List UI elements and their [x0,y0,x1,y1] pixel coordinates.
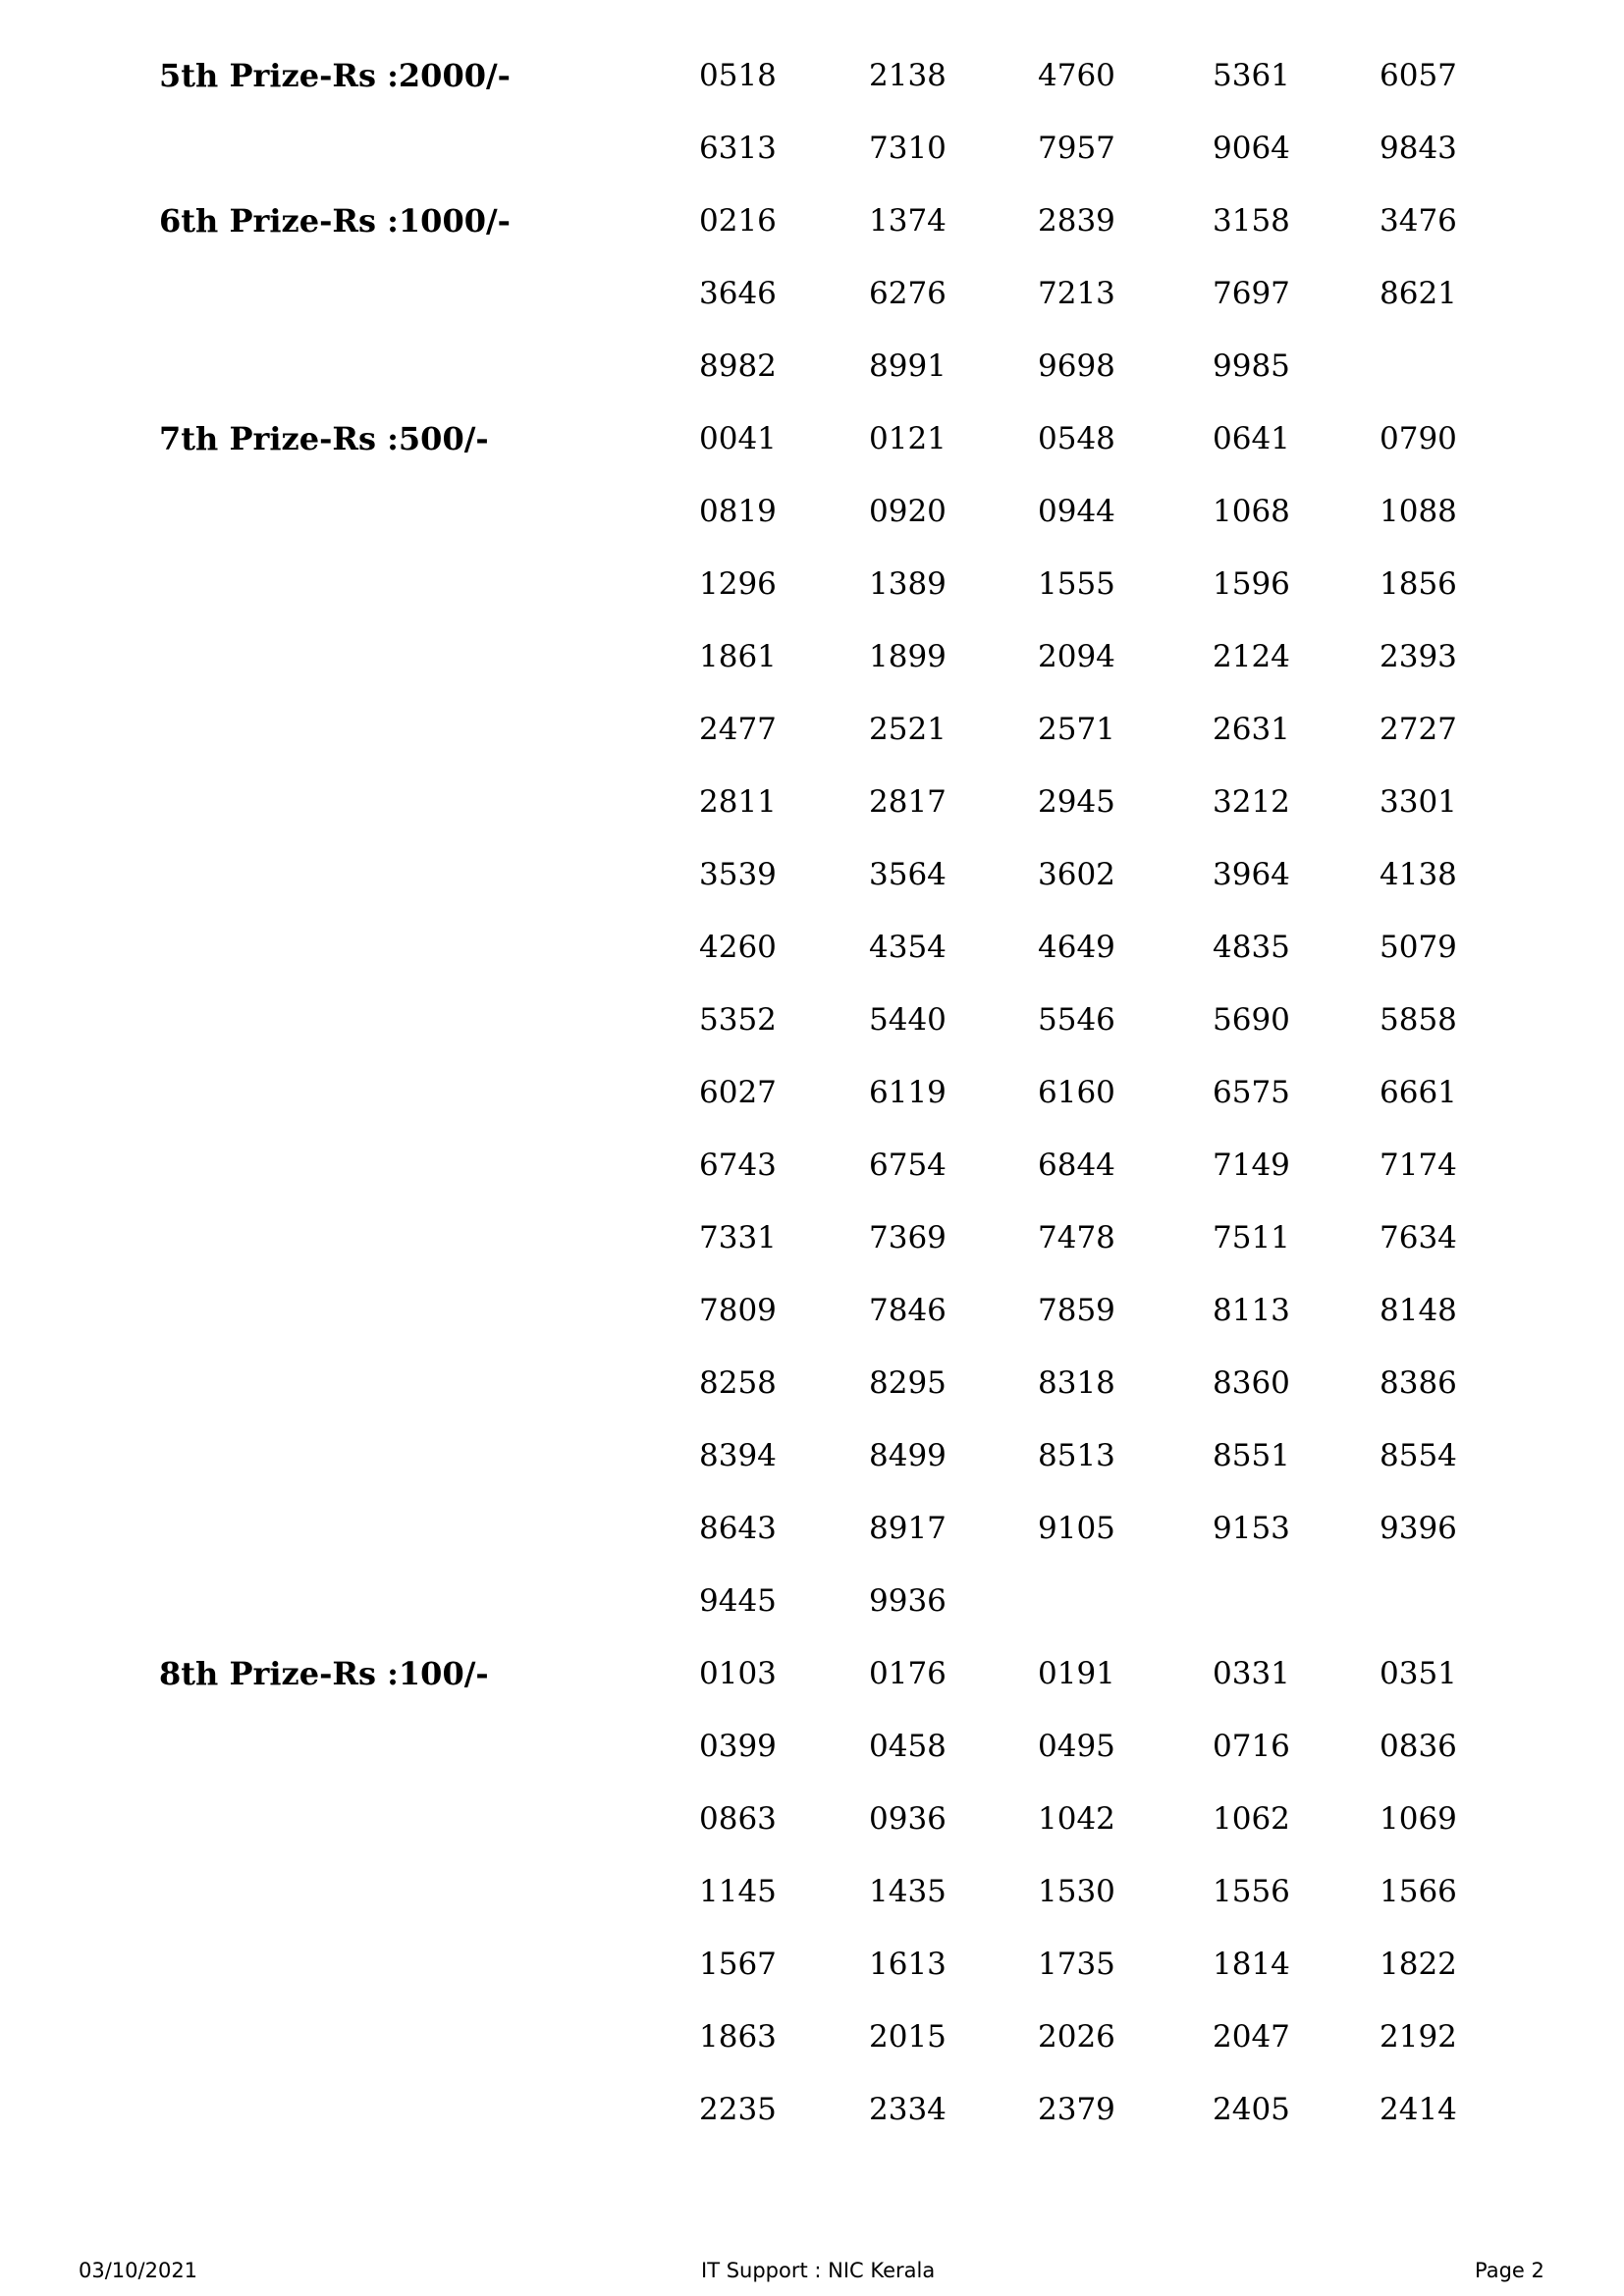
ticket-number: 4354 [869,930,947,965]
ticket-number: 0548 [1038,421,1115,456]
ticket-number: 0641 [1213,421,1290,456]
number-row [159,129,1534,201]
footer-support-text: IT Support : NIC Kerala [701,2259,936,2282]
ticket-number: 1068 [1213,494,1290,529]
ticket-number: 9105 [1038,1511,1115,1546]
ticket-number: 8360 [1213,1365,1290,1401]
ticket-number: 1389 [869,566,947,602]
ticket-number: 1856 [1380,566,1457,602]
ticket-number: 7859 [1038,1293,1115,1328]
ticket-number: 8258 [699,1365,777,1401]
ticket-number: 8551 [1213,1438,1290,1473]
number-row [159,1291,1534,1363]
ticket-number: 2393 [1380,639,1457,674]
number-row [159,1799,1534,1872]
ticket-number: 1899 [869,639,947,674]
page-footer [0,2256,1624,2285]
ticket-number: 0944 [1038,494,1115,529]
prize-section [159,419,1534,1654]
ticket-number: 0103 [699,1656,777,1691]
number-row [159,492,1534,564]
ticket-number: 4835 [1213,930,1290,965]
ticket-number: 5546 [1038,1002,1115,1038]
number-row [159,347,1534,419]
number-row [159,1218,1534,1291]
ticket-number: 1596 [1213,566,1290,602]
ticket-number: 0399 [699,1729,777,1764]
ticket-number: 2945 [1038,784,1115,820]
number-row [159,1073,1534,1146]
ticket-number: 3476 [1380,203,1457,239]
ticket-number: 7697 [1213,276,1290,311]
ticket-number: 2015 [869,2019,947,2055]
ticket-number: 1613 [869,1947,947,1982]
ticket-number: 9445 [699,1583,777,1619]
ticket-number: 0819 [699,494,777,529]
ticket-number: 0351 [1380,1656,1457,1691]
number-row [159,710,1534,782]
ticket-number: 1145 [699,1874,777,1909]
ticket-number: 1735 [1038,1947,1115,1982]
ticket-number: 7331 [699,1220,777,1255]
ticket-number: 8386 [1380,1365,1457,1401]
ticket-number: 6313 [699,131,777,166]
ticket-number: 8318 [1038,1365,1115,1401]
ticket-number: 1088 [1380,494,1457,529]
ticket-number: 7809 [699,1293,777,1328]
ticket-number: 3539 [699,857,777,892]
ticket-number: 4260 [699,930,777,965]
ticket-number: 2631 [1213,712,1290,747]
ticket-number: 0121 [869,421,947,456]
ticket-number: 1296 [699,566,777,602]
ticket-number: 1062 [1213,1801,1290,1837]
ticket-number: 5690 [1213,1002,1290,1038]
ticket-number: 0458 [869,1729,947,1764]
ticket-number: 3212 [1213,784,1290,820]
number-row [159,637,1534,710]
ticket-number: 3602 [1038,857,1115,892]
ticket-number: 6743 [699,1148,777,1183]
number-row [159,855,1534,928]
ticket-number: 7511 [1213,1220,1290,1255]
ticket-number: 0518 [699,58,777,93]
ticket-number: 4760 [1038,58,1115,93]
ticket-number: 2192 [1380,2019,1457,2055]
number-row [159,1363,1534,1436]
ticket-number: 8295 [869,1365,947,1401]
ticket-number: 1863 [699,2019,777,2055]
ticket-number: 2521 [869,712,947,747]
ticket-number: 2727 [1380,712,1457,747]
prize-section [159,56,1534,201]
ticket-number: 0176 [869,1656,947,1691]
ticket-number: 8554 [1380,1438,1457,1473]
ticket-number: 0863 [699,1801,777,1837]
ticket-number: 9064 [1213,131,1290,166]
ticket-number: 8621 [1380,276,1457,311]
ticket-number: 2839 [1038,203,1115,239]
ticket-number: 0716 [1213,1729,1290,1764]
ticket-number: 6754 [869,1148,947,1183]
ticket-number: 2026 [1038,2019,1115,2055]
ticket-number: 0331 [1213,1656,1290,1691]
ticket-number: 3564 [869,857,947,892]
ticket-number: 2138 [869,58,947,93]
ticket-number: 8917 [869,1511,947,1546]
ticket-number: 8991 [869,348,947,384]
ticket-number: 2047 [1213,2019,1290,2055]
number-row [159,274,1534,347]
ticket-number: 2571 [1038,712,1115,747]
prize-title: 8th Prize-Rs :100/- [159,1655,489,1692]
ticket-number: 7310 [869,131,947,166]
ticket-number: 8394 [699,1438,777,1473]
prize-section [159,201,1534,419]
ticket-number: 2405 [1213,2092,1290,2127]
number-row [159,56,1534,129]
ticket-number: 9698 [1038,348,1115,384]
ticket-number: 5440 [869,1002,947,1038]
ticket-number: 1530 [1038,1874,1115,1909]
ticket-number: 6661 [1380,1075,1457,1110]
number-row [159,782,1534,855]
ticket-number: 1042 [1038,1801,1115,1837]
prize-section [159,1654,1534,2163]
footer-page-number: Page 2 [1475,2259,1544,2282]
prize-title: 5th Prize-Rs :2000/- [159,57,511,94]
ticket-number: 9843 [1380,131,1457,166]
number-row [159,1872,1534,1945]
number-row [159,1509,1534,1581]
ticket-number: 3964 [1213,857,1290,892]
ticket-number: 6575 [1213,1075,1290,1110]
number-row [159,1945,1534,2017]
ticket-number: 1069 [1380,1801,1457,1837]
ticket-number: 7174 [1380,1148,1457,1183]
ticket-number: 6276 [869,276,947,311]
ticket-number: 4649 [1038,930,1115,965]
footer-date: 03/10/2021 [79,2259,198,2282]
ticket-number: 7213 [1038,276,1115,311]
number-row [159,1000,1534,1073]
ticket-number: 8113 [1213,1293,1290,1328]
ticket-number: 6119 [869,1075,947,1110]
number-row [159,1581,1534,1654]
ticket-number: 8499 [869,1438,947,1473]
ticket-number: 5858 [1380,1002,1457,1038]
ticket-number: 4138 [1380,857,1457,892]
ticket-number: 2811 [699,784,777,820]
ticket-number: 7634 [1380,1220,1457,1255]
prize-title: 6th Prize-Rs :1000/- [159,202,511,240]
ticket-number: 7369 [869,1220,947,1255]
ticket-number: 0920 [869,494,947,529]
prize-title: 7th Prize-Rs :500/- [159,420,489,457]
number-row [159,1146,1534,1218]
ticket-number: 7478 [1038,1220,1115,1255]
number-row [159,2090,1534,2163]
ticket-number: 8982 [699,348,777,384]
number-row [159,1436,1534,1509]
number-row [159,1727,1534,1799]
ticket-number: 9396 [1380,1511,1457,1546]
ticket-number: 0936 [869,1801,947,1837]
ticket-number: 6844 [1038,1148,1115,1183]
ticket-number: 5361 [1213,58,1290,93]
ticket-number: 3158 [1213,203,1290,239]
ticket-number: 6057 [1380,58,1457,93]
ticket-number: 2094 [1038,639,1115,674]
number-row [159,419,1534,492]
ticket-number: 7957 [1038,131,1115,166]
ticket-number: 1374 [869,203,947,239]
ticket-number: 2334 [869,2092,947,2127]
ticket-number: 3646 [699,276,777,311]
ticket-number: 0191 [1038,1656,1115,1691]
ticket-number: 7846 [869,1293,947,1328]
number-row [159,1654,1534,1727]
ticket-number: 8643 [699,1511,777,1546]
number-row [159,928,1534,1000]
ticket-number: 1555 [1038,566,1115,602]
ticket-number: 6027 [699,1075,777,1110]
ticket-number: 8148 [1380,1293,1457,1328]
number-row [159,564,1534,637]
ticket-number: 0495 [1038,1729,1115,1764]
ticket-number: 9936 [869,1583,947,1619]
ticket-number: 6160 [1038,1075,1115,1110]
ticket-number: 0216 [699,203,777,239]
ticket-number: 0790 [1380,421,1457,456]
ticket-number: 2235 [699,2092,777,2127]
ticket-number: 2414 [1380,2092,1457,2127]
ticket-number: 7149 [1213,1148,1290,1183]
number-row [159,2017,1534,2090]
ticket-number: 1814 [1213,1947,1290,1982]
number-row [159,201,1534,274]
ticket-number: 1861 [699,639,777,674]
ticket-number: 0041 [699,421,777,456]
ticket-number: 2124 [1213,639,1290,674]
ticket-number: 1567 [699,1947,777,1982]
ticket-number: 1435 [869,1874,947,1909]
ticket-number: 1822 [1380,1947,1457,1982]
ticket-number: 9985 [1213,348,1290,384]
ticket-number: 1556 [1213,1874,1290,1909]
ticket-number: 2379 [1038,2092,1115,2127]
ticket-number: 2477 [699,712,777,747]
ticket-number: 5352 [699,1002,777,1038]
ticket-number: 8513 [1038,1438,1115,1473]
ticket-number: 9153 [1213,1511,1290,1546]
ticket-number: 2817 [869,784,947,820]
ticket-number: 5079 [1380,930,1457,965]
prize-sections [159,56,1534,2163]
ticket-number: 0836 [1380,1729,1457,1764]
ticket-number: 3301 [1380,784,1457,820]
ticket-number: 1566 [1380,1874,1457,1909]
